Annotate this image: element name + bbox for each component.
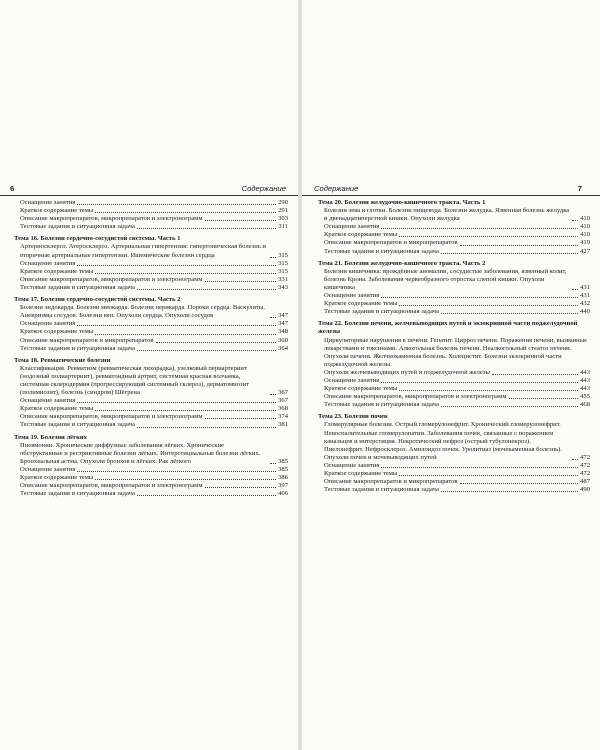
toc-page-number: 385 [278, 457, 288, 465]
toc-page-number: 343 [278, 283, 288, 291]
dot-leader [137, 350, 276, 351]
toc-entry [314, 239, 590, 247]
toc-entry-title: Описание макропрепаратов и микропрепаратов [324, 239, 458, 247]
dot-leader [460, 245, 579, 246]
dot-leader [137, 228, 276, 229]
toc-entry [314, 292, 590, 300]
toc-section [10, 434, 288, 499]
toc-page-number: 472 [580, 453, 590, 461]
toc-page-number: 315 [278, 267, 288, 275]
toc-entry-title: Тестовые задания и ситуационная задача [324, 401, 439, 409]
toc-section-continued [10, 199, 288, 231]
running-title: Содержание [314, 184, 359, 193]
dot-leader [270, 394, 276, 395]
dot-leader [270, 317, 276, 318]
dot-leader [381, 228, 578, 229]
dot-leader [270, 463, 276, 464]
toc-page-number: 472 [580, 461, 590, 469]
toc-entry [314, 369, 590, 377]
dot-leader [205, 418, 277, 419]
dot-leader [205, 281, 277, 282]
dot-leader [572, 220, 578, 221]
dot-leader [381, 467, 578, 468]
toc-entry-title: Краткое содержание темы [324, 231, 398, 239]
toc-entry [314, 268, 590, 292]
toc-entry [10, 466, 288, 474]
dot-leader [95, 273, 276, 274]
toc-entry [10, 442, 288, 466]
dot-leader [137, 289, 276, 290]
toc-page-number: 487 [580, 478, 590, 486]
toc-entry-title: Гломерулярные болезни. Острый гломерулонефрит. Хронический гломерулонефрит. Невоспалительные гломерулопатии. Заболевания почек, связанные с поражением канальцев и интерстиция. Некротический нефроз (острый тубулонекроз). Пиелонефрит. Нефросклероз. Амилоидоз почек. Уролитиаз (мочекаменная болезнь). Опухоли почек и мочевыводящих путей [324, 421, 563, 461]
toc-entry-title: Краткое содержание темы [324, 385, 398, 393]
dot-leader [441, 253, 578, 254]
toc-entry-title: Тестовые задания и ситуационная задача [324, 308, 439, 316]
toc-entry-title: Болезни эндокарда. Болезни миокарда. Болезни перикарда. Пороки сердца. Васкулиты. Аневризмы сосудов. Болезни вен. Опухоли сердца. Опухоли сосудов [20, 304, 265, 320]
toc-entry [10, 328, 288, 336]
toc-entry [10, 304, 288, 320]
section-heading: Тема 23. Болезни почек [318, 413, 388, 421]
toc-entry-title: Описание макропрепаратов, микропрепаратов и электронограмм [20, 482, 203, 490]
dot-leader [441, 313, 578, 314]
page-number: 6 [10, 184, 15, 193]
section-heading: Тема 22. Болезни печени, желчевыводящих путей и экзокринной части поджелудочной железы [318, 320, 578, 336]
toc-page-number: 367 [278, 397, 288, 405]
running-title: Содержание [241, 184, 286, 193]
toc-entry [314, 421, 590, 461]
toc-entry-title: Тестовые задания и ситуационная задача [20, 490, 135, 498]
toc-entry-title: Краткое содержание темы [20, 207, 94, 215]
toc-section [314, 413, 590, 494]
toc-page-number: 406 [278, 490, 288, 498]
toc-section [10, 235, 288, 292]
toc-entry-title: Тестовые задания и ситуационная задача [20, 283, 135, 291]
page-number: 7 [577, 184, 582, 193]
toc-entry-title: Болезни кишечника: врождённые аномалии, сосудистые заболевания, язвенный колит, болезнь Крона. Заболевания червеобразного отростка слепой кишки. Опухоли кишечника [324, 267, 567, 291]
section-heading: Тема 21. Болезни желудочно-кишечного тракта. Часть 2 [318, 259, 486, 267]
dot-leader [399, 475, 578, 476]
toc-entry [10, 199, 288, 207]
toc-entry-title: Тестовые задания и ситуационная задача [20, 223, 135, 231]
toc-entry-title: Описание макропрепаратов и микропрепаратов [20, 336, 154, 344]
dot-leader [156, 342, 277, 343]
toc-entry [10, 474, 288, 482]
toc-page-number: 443 [580, 376, 590, 384]
toc-entry [10, 345, 288, 353]
dot-leader [205, 220, 277, 221]
toc-entry-title: Болезни зева и глотки. Болезни пищевода. Болезни желудка. Язвенная болезнь желудка и двенадцатиперстной кишки. Опухоли желудка [324, 207, 570, 223]
dot-leader [509, 398, 579, 399]
dot-leader [399, 305, 578, 306]
toc-entry [10, 215, 288, 223]
toc-entry [10, 337, 288, 345]
toc-page-number: 367 [278, 389, 288, 397]
toc-entry-title: Артериосклероз. Атеросклероз. Артериальная гипертензия: гипертоническая болезнь и вторичные артериальные гипертензии. Ишемические болезни сердца [20, 243, 266, 259]
toc-entry-title: Описание макропрепаратов, микропрепаратов и электронограмм [20, 275, 203, 283]
section-heading: Тема 19. Болезни лёгких [14, 433, 87, 441]
toc-entry-title: Краткое содержание темы [20, 328, 94, 336]
toc-page-number: 381 [278, 421, 288, 429]
toc-section [314, 320, 590, 409]
toc-entry-title: Тестовые задания и ситуационная задача [20, 421, 135, 429]
dot-leader [460, 483, 579, 484]
toc-entry-title: Циркуляторные нарушения в печени. Гепатит. Цирроз печени. Поражения печени, вызванные лекарствами и токсинами. Алкогольная болезнь печени. Неалкогольный стеатоз печени. Опухоли печени. Желчнокаменная болезнь. Холецистит. Болезни экзокринной части поджелудочной железы. [324, 336, 588, 368]
toc-entry [10, 482, 288, 490]
toc-entry [314, 393, 590, 401]
toc-entry [314, 401, 590, 409]
dot-leader [441, 491, 578, 492]
toc-page-number: 410 [580, 215, 590, 223]
toc-page-number: 374 [278, 413, 288, 421]
toc-page-number: 490 [580, 486, 590, 494]
toc-entry-title: Краткое содержание темы [324, 300, 398, 308]
dot-leader [381, 297, 578, 298]
toc-page-number: 291 [278, 207, 288, 215]
toc-page-number: 431 [580, 283, 590, 291]
toc-entry-title: Краткое содержание темы [324, 470, 398, 477]
toc-entry-title: Опухоли желчевыводящих путей и поджелудочной железы [324, 368, 490, 376]
toc-page-number: 303 [278, 215, 288, 223]
toc-entry-title: Оснащение занятия [20, 465, 76, 473]
toc-entry [314, 478, 590, 486]
toc-page-number: 427 [580, 247, 590, 255]
toc-page-number: 443 [580, 368, 590, 376]
toc-entry [314, 248, 590, 256]
dot-leader [77, 265, 276, 266]
toc-page-number: 397 [278, 482, 288, 490]
toc-entry [314, 385, 590, 393]
toc-entry [314, 470, 590, 478]
section-heading: Тема 18. Ревматические болезни [14, 356, 111, 364]
toc-entry [10, 276, 288, 284]
toc-page-number: 386 [278, 474, 288, 481]
left-page [0, 0, 298, 750]
toc-entry-title: Оснащение занятия [20, 259, 76, 267]
toc-entry [314, 308, 590, 316]
toc-entry-title: Краткое содержание темы [20, 474, 94, 481]
toc-entry [10, 207, 288, 215]
toc-entry-title: Оснащение занятия [20, 320, 76, 328]
toc-section [314, 260, 590, 317]
toc-entry-title: Краткое содержание темы [20, 267, 94, 275]
toc-entry [314, 207, 590, 223]
toc-page-number: 410 [580, 223, 590, 231]
dot-leader [77, 204, 276, 205]
section-heading: Тема 16. Болезни сердечно-сосудистой системы. Часть 1 [14, 235, 181, 243]
dot-leader [572, 289, 578, 290]
toc-page-number: 368 [278, 405, 288, 413]
dot-leader [95, 479, 276, 480]
dot-leader [95, 334, 276, 335]
toc-page-number: 385 [278, 465, 288, 473]
toc-page-number: 419 [580, 239, 590, 247]
toc-section [314, 199, 590, 256]
toc-page-number: 468 [580, 401, 590, 409]
toc-entry-title: Оснащение занятия [324, 376, 380, 384]
toc-entry [10, 365, 288, 397]
toc-column [10, 199, 288, 502]
toc-entry-title: Оснащение занятия [20, 199, 76, 206]
toc-page-number: 443 [580, 385, 590, 393]
toc-entry-title: Тестовые задания и ситуационная задача [324, 247, 439, 255]
dot-leader [77, 471, 276, 472]
toc-entry-title: Оснащение занятия [324, 461, 380, 469]
toc-page-number: 290 [278, 199, 288, 206]
toc-entry-title: Оснащение занятия [324, 292, 380, 300]
dot-leader [77, 402, 276, 403]
toc-page-number: 331 [278, 275, 288, 283]
toc-page-number: 440 [580, 308, 590, 316]
toc-entry-title: Краткое содержание темы [20, 405, 94, 413]
toc-entry [10, 243, 288, 259]
toc-page-number: 348 [278, 328, 288, 336]
toc-page-number: 311 [278, 223, 288, 231]
toc-entry [314, 377, 590, 385]
toc-page-number: 432 [580, 300, 590, 308]
dot-leader [137, 427, 276, 428]
toc-entry [10, 284, 288, 292]
toc-entry [314, 486, 590, 494]
toc-entry [10, 421, 288, 429]
dot-leader [572, 459, 578, 460]
dot-leader [270, 257, 276, 258]
toc-entry [10, 268, 288, 276]
dot-leader [95, 212, 276, 213]
toc-entry [10, 320, 288, 328]
section-heading: Тема 17. Болезни сердечно-сосудистой системы. Часть 2 [14, 296, 181, 304]
toc-entry-title: Описание макропрепаратов, микропрепаратов и электронограмм [324, 393, 507, 401]
toc-section [10, 357, 288, 430]
toc-page-number: 315 [278, 259, 288, 267]
toc-page-number: 431 [580, 292, 590, 300]
toc-entry-title: Описание макропрепаратов, микропрепаратов и электронограмм [20, 215, 203, 223]
toc-page-number: 347 [278, 312, 288, 320]
right-page [302, 0, 600, 750]
toc-entry-title: Пневмонии. Хронические диффузные заболевания лёгких. Хронические обструктивные и рестриктивные болезни лёгких. Интерстициальные болезни лёгких. Бронхиальная астма. Опухоли бронхов и лёгких. Рак лёгкого [20, 441, 261, 465]
section-heading: Тема 20. Болезни желудочно-кишечного тракта. Часть 1 [318, 199, 486, 206]
running-header [302, 184, 600, 196]
toc-page-number: 347 [278, 320, 288, 328]
dot-leader [441, 406, 578, 407]
toc-page-number: 360 [278, 336, 288, 344]
toc-entry [314, 223, 590, 231]
toc-column [314, 199, 590, 498]
toc-entry-title: Описание макропрепаратов и микропрепаратов [324, 478, 458, 486]
toc-entry [10, 260, 288, 268]
toc-entry [10, 405, 288, 413]
toc-entry [314, 337, 590, 369]
toc-entry [10, 413, 288, 421]
toc-entry [10, 490, 288, 498]
toc-page-number: 472 [580, 470, 590, 477]
running-header [0, 184, 298, 196]
dot-leader [77, 325, 276, 326]
toc-page-number: 410 [580, 231, 590, 239]
dot-leader [399, 236, 578, 237]
toc-page-number: 364 [278, 344, 288, 352]
dot-leader [492, 374, 578, 375]
dot-leader [137, 495, 276, 496]
toc-entry [314, 462, 590, 470]
dot-leader [95, 410, 276, 411]
toc-entry-title: Описание макропрепаратов, микропрепаратов и электронограмм [20, 413, 203, 421]
toc-entry [10, 223, 288, 231]
toc-entry [314, 300, 590, 308]
toc-entry-title: Оснащение занятия [20, 397, 76, 405]
toc-section [10, 296, 288, 353]
toc-entry-title: Тестовые задания и ситуационная задача [324, 486, 439, 494]
dot-leader [205, 487, 277, 488]
toc-page-number: 455 [580, 393, 590, 401]
toc-entry [314, 231, 590, 239]
toc-entry-title: Тестовые задания и ситуационная задача [20, 344, 135, 352]
toc-entry-title: Классификация. Ревматизм (ревматическая лихорадка), узелковый периартериит (нодозный полиартериит), ревматоидный артрит, системная красная волчанка, системная склеродермия (прогрессирующий системный склероз), дерматомиозит (полимиозит), болезнь (синдром) Шёгрена [20, 364, 249, 397]
dot-leader [399, 390, 578, 391]
toc-entry [10, 397, 288, 405]
toc-entry-title: Оснащение занятия [324, 223, 380, 231]
toc-page-number: 315 [278, 251, 288, 259]
dot-leader [381, 382, 578, 383]
